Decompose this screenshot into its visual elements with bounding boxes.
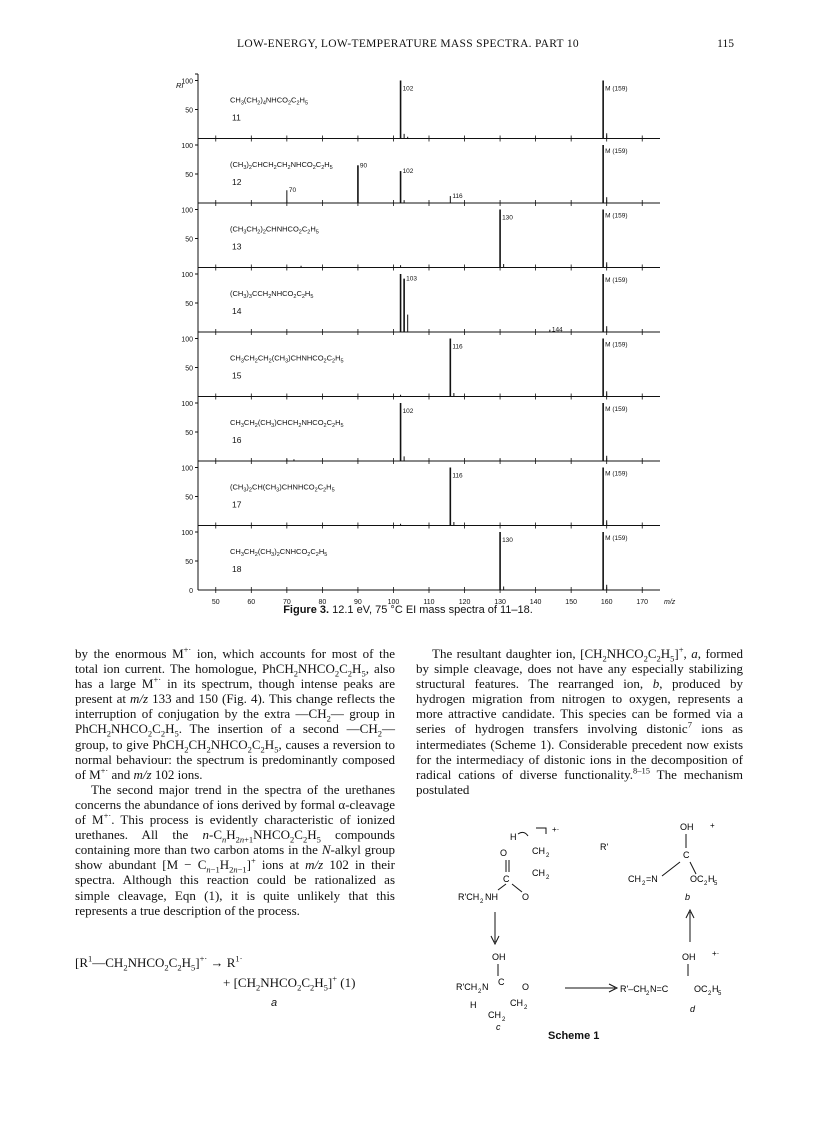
x-axis-label: m/z xyxy=(664,599,676,606)
svg-text:2: 2 xyxy=(642,881,646,887)
svg-text:CH: CH xyxy=(532,846,545,856)
compound-formula: $CH_3CH_2(CH_3)_2CNHCO_2C_2H_5$ xyxy=(230,547,328,558)
svg-text:2: 2 xyxy=(524,1005,528,1011)
y-tick-label: 100 xyxy=(181,272,193,279)
svg-text:O: O xyxy=(522,982,530,992)
peak-label: M (159) xyxy=(605,535,628,542)
compound-number: 12 xyxy=(232,177,242,187)
y-tick-label: 50 xyxy=(185,365,193,373)
svg-text:5: 5 xyxy=(714,881,718,887)
scheme-1-diagram xyxy=(440,820,740,1040)
svg-text:2: 2 xyxy=(704,881,708,887)
scheme-drawing xyxy=(440,820,740,1030)
peak-label: 102 xyxy=(402,168,414,176)
paragraph: by the enormous M+· ion, which accounts for most of the total ion current. The homologue, $PhCH_2NHCO_2C_2H_5$, also has a large M+· in its spectrum, though intense peaks are present at m/z 133 and 150 (Fig. 4). This change reflects the interruption of conjugation by the extra $—CH_2—$ group in $PhCH_2NHCO_2C_2H_5$. The insertion of a second $—CH_2—$ group, to give $PhCH_2CH_2NHCO_2C_2H_5$, causes a reversion to normal behaviour: the spectrum is predominantly composed of M+· and m/z 102 ions. xyxy=(75,644,396,782)
y-tick-label: 100 xyxy=(181,465,193,473)
y-axis-label: RI xyxy=(176,81,184,90)
x-tick-label: 100 xyxy=(387,599,400,606)
peak-label: 130 xyxy=(502,537,513,544)
svg-text:C: C xyxy=(503,874,510,884)
label-c: c xyxy=(496,1022,501,1030)
equation-line: $[R^1—CH_2NHCO_2C_2H_5]^{+\cdot} \to R^{1\cdot}$ xyxy=(75,953,243,973)
compound-formula: $CH_3CH_2CH_2(CH_3)CHNHCO_2C_2H_5$ xyxy=(230,353,344,365)
y-tick-label: 50 xyxy=(185,430,193,437)
mass-spectra-figure xyxy=(160,68,680,628)
peak-label: M (159) xyxy=(605,85,628,93)
x-tick-label: 150 xyxy=(565,599,577,606)
x-tick-label: 160 xyxy=(600,599,613,606)
svg-text:C: C xyxy=(498,977,505,987)
x-tick-label: 110 xyxy=(423,599,435,606)
peak-label: M (159) xyxy=(605,277,628,284)
svg-text:H: H xyxy=(510,832,517,842)
x-tick-label: 140 xyxy=(529,599,542,606)
equation-line: + $[CH_2NHCO_2C_2H_5]^+$ (1) xyxy=(223,973,356,993)
peak-label: 102 xyxy=(402,85,414,93)
x-tick-label: 130 xyxy=(494,599,506,606)
compound-number: 18 xyxy=(232,564,242,574)
svg-text:2: 2 xyxy=(546,875,550,881)
x-tick-label: 90 xyxy=(354,599,362,606)
peak-label: 102 xyxy=(402,408,414,415)
svg-text:OH: OH xyxy=(492,952,506,962)
label-b: b xyxy=(685,892,691,902)
y-tick-label: 100 xyxy=(181,401,193,408)
svg-text:2: 2 xyxy=(502,1017,506,1023)
peak-label: M (159) xyxy=(605,406,628,413)
svg-text:N: N xyxy=(482,982,489,992)
peak-label: 130 xyxy=(502,214,513,222)
svg-text:+·: +· xyxy=(552,825,560,834)
compound-formula: $(CH_3CH_2)_2CHNHCO_2C_2H_5$ xyxy=(230,224,319,236)
y-tick-label: 50 xyxy=(185,559,193,566)
compound-formula: $CH_3(CH_2)_4NHCO_2C_2H_5$ xyxy=(230,95,308,107)
peak-label: M (159) xyxy=(605,470,628,478)
peak-label: M (159) xyxy=(605,212,628,220)
svg-text:OH: OH xyxy=(682,952,696,962)
left-column xyxy=(75,646,395,918)
paragraph: The resultant daughter ion, $[CH_2NHCO_2C_2H_5]^+$, a, formed by simple cleavage, does not have any especially stabilizing structural features. The rearranged ion, b, produced by hydrogen migration from nitrogen to oxygen, represents a more attractive candidate. This species can be formed via a series of hydrogen transfers involving distonic$^7$ ions as intermediates (Scheme 1). Considerable precedent now exists for the intermediacy of distonic ions in the decomposition of radical cations of diverse functionality.$^{8-15}$ The mechanism postulated xyxy=(416,644,744,797)
y-tick-label: 100 xyxy=(181,207,193,215)
peak-label: 116 xyxy=(452,343,463,351)
y-tick-label: 0 xyxy=(189,588,193,595)
peak-label: 144 xyxy=(551,326,563,334)
peak-label: M (159) xyxy=(605,341,628,349)
peak-label: 116 xyxy=(452,472,463,480)
peak-label: 70 xyxy=(288,187,297,195)
svg-text:NH: NH xyxy=(485,892,498,902)
running-title: LOW-ENERGY, LOW-TEMPERATURE MASS SPECTRA. PART 10 xyxy=(237,38,579,50)
x-tick-label: 70 xyxy=(282,599,291,606)
svg-text:CH: CH xyxy=(532,868,545,878)
figure-caption xyxy=(0,604,816,616)
svg-text:2: 2 xyxy=(546,853,550,859)
y-tick-label: 50 xyxy=(185,301,193,308)
compound-number: 11 xyxy=(232,112,241,123)
right-column xyxy=(416,646,743,797)
figure-caption-label: Figure 3. xyxy=(283,604,330,616)
svg-text:O: O xyxy=(522,892,530,902)
svg-text:2: 2 xyxy=(478,989,482,995)
svg-text:2: 2 xyxy=(708,991,712,997)
spectra-chart xyxy=(160,68,680,628)
svg-text:R': R' xyxy=(600,842,609,852)
compound-number: 17 xyxy=(232,499,242,510)
compound-formula: $CH_3CH_2(CH_3)CHCH_2NHCO_2C_2H_5$ xyxy=(230,418,344,429)
svg-text:2: 2 xyxy=(480,899,484,905)
label-d: d xyxy=(690,1004,696,1014)
compound-formula: $(CH_3)_2CH(CH_3)CHNHCO_2C_2H_5$ xyxy=(230,482,335,494)
scheme-caption: Scheme 1 xyxy=(548,1030,600,1042)
svg-text:CH: CH xyxy=(628,874,641,884)
compound-number: 13 xyxy=(232,241,242,252)
svg-text:H: H xyxy=(708,874,715,884)
x-tick-label: 60 xyxy=(247,599,256,606)
x-tick-label: 50 xyxy=(211,599,220,606)
paragraph: The second major trend in the spectra of the urethanes concerns the abundance of ions derived by formal α-cleavage of M+·. This process is evidently characteristic of ionized urethanes. All the $n-C_nH_{2n+1}NHCO_2C_2H_5$ compounds containing more than two carbon atoms in the N-alkyl group show abundant $[M - C_{n-1}H_{2n-1}]^+$ ions at m/z 102 in their spectra. Although this reaction could be rationalized as simple cleavage, Eqn (1), it is quite unlikely that this represents a true description of the process. xyxy=(75,781,396,918)
compound-number: 14 xyxy=(232,306,242,316)
svg-text:5: 5 xyxy=(718,991,722,997)
peak-label: M (159) xyxy=(605,148,628,155)
svg-text:R'–CH: R'–CH xyxy=(620,984,647,994)
y-tick-label: 100 xyxy=(181,336,193,344)
y-tick-label: 50 xyxy=(185,107,193,115)
y-tick-label: 50 xyxy=(185,494,193,502)
svg-text:H: H xyxy=(470,1000,477,1010)
x-tick-label: 120 xyxy=(458,599,471,606)
x-tick-label: 170 xyxy=(636,599,649,606)
y-tick-label: 100 xyxy=(181,143,193,150)
svg-text:R'CH: R'CH xyxy=(458,892,480,902)
svg-text:OC: OC xyxy=(690,874,704,884)
peak-label: 90 xyxy=(359,162,368,170)
page-number: 115 xyxy=(717,38,734,50)
running-header xyxy=(0,38,816,54)
svg-text:+·: +· xyxy=(712,949,720,958)
svg-text:C: C xyxy=(683,850,690,860)
compound-formula: $(CH_3)_3CCH_2NHCO_2C_2H_5$ xyxy=(230,289,314,300)
svg-text:=N: =N xyxy=(646,874,658,884)
equation-label: a xyxy=(271,997,278,1009)
figure-caption-text: 12.1 eV, 75 °C EI mass spectra of 11–18. xyxy=(332,604,533,616)
x-tick-label: 80 xyxy=(318,599,327,606)
svg-text:CH: CH xyxy=(510,998,523,1008)
compound-number: 15 xyxy=(232,370,242,381)
svg-text:+: + xyxy=(710,821,715,830)
svg-text:R'CH: R'CH xyxy=(456,982,478,992)
svg-text:N=C: N=C xyxy=(650,984,669,994)
svg-text:CH: CH xyxy=(488,1010,501,1020)
y-tick-label: 50 xyxy=(185,172,193,179)
svg-text:OH: OH xyxy=(680,822,694,832)
y-tick-label: 100 xyxy=(181,530,193,537)
svg-text:H: H xyxy=(712,984,719,994)
peak-label: 103 xyxy=(406,275,417,283)
svg-text:OC: OC xyxy=(694,984,708,994)
compound-number: 16 xyxy=(232,435,242,445)
svg-text:2: 2 xyxy=(646,991,650,997)
compound-formula: $(CH_3)_2CHCH_2CH_2NHCO_2C_2H_5$ xyxy=(230,160,333,171)
peak-label: 116 xyxy=(452,193,463,201)
svg-text:O: O xyxy=(500,848,508,858)
y-tick-label: 50 xyxy=(185,236,193,244)
y-tick-label: 100 xyxy=(181,78,193,86)
